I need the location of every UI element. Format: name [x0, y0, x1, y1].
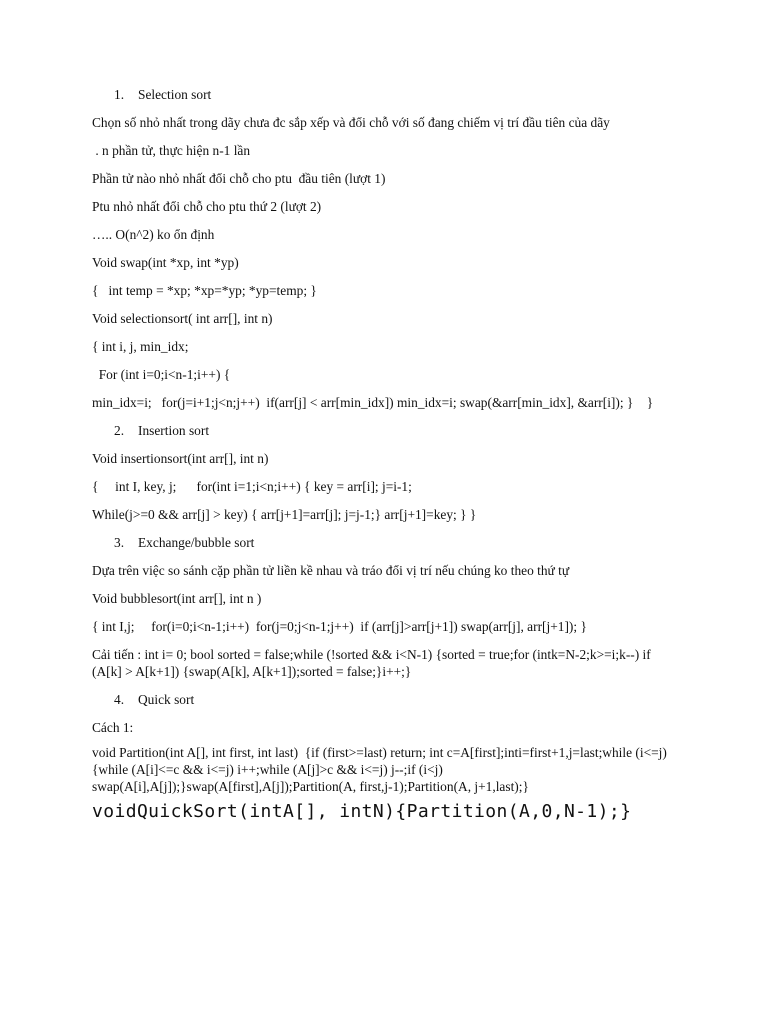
- code-insertionsort-while: While(j>=0 && arr[j] > key) { arr[j+1]=arr[j]; j=j-1;} arr[j+1]=key; } }: [92, 507, 477, 522]
- code-selectionsort-loop: For (int i=0;i<n-1;i++) {: [92, 367, 231, 382]
- code-selectionsort-signature: Void selectionsort( int arr[], int n): [92, 311, 273, 326]
- code-bubblesort-signature: Void bubblesort(int arr[], int n ): [92, 591, 262, 606]
- code-selectionsort-vars: { int i, j, min_idx;: [92, 339, 189, 354]
- paragraph-bubble-description: Dựa trên việc so sánh cặp phần tử liền kề nhau và tráo đổi vị trí nếu chúng ko theo thứ tự: [92, 563, 570, 578]
- code-insertionsort-loop: { int I, key, j; for(int i=1;i<n;i++) { key = arr[i]; j=i-1;: [92, 479, 412, 494]
- paragraph-method-1: Cách 1:: [92, 720, 134, 735]
- code-insertionsort-signature: Void insertionsort(int arr[], int n): [92, 451, 269, 466]
- section-heading-insertion-sort: [92, 422, 672, 439]
- code-bubblesort-body: { int I,j; for(i=0;i<n-1;i++) for(j=0;j<n-1;j++) if (arr[j]>arr[j+1]) swap(arr[j], arr[j+1]); }: [92, 619, 587, 634]
- section-number: 3.: [114, 535, 125, 550]
- section-heading-quick-sort: [92, 691, 672, 708]
- code-swap-signature: Void swap(int *xp, int *yp): [92, 255, 239, 270]
- code-bubblesort-improved: Cải tiến : int i= 0; bool sorted = false;while (!sorted && i<N-1) {sorted = true;for (intk=N-2;k>=i;k--) if (A[k] > A[k+1]) {swap(A[k], A[k+1]);sorted = false;}i++;}: [92, 647, 655, 679]
- section-number: 1.: [114, 87, 125, 102]
- document-page: [92, 86, 672, 834]
- paragraph-pass-2: Ptu nhỏ nhất đổi chỗ cho ptu thứ 2 (lượt 2): [92, 199, 322, 214]
- section-title: Quick sort: [138, 692, 195, 707]
- section-number: 2.: [114, 423, 125, 438]
- code-quicksort: voidQuickSort(intA[], intN){Partition(A,0,N-1);}: [92, 801, 632, 822]
- section-title: Selection sort: [138, 87, 212, 102]
- section-title: Insertion sort: [138, 423, 210, 438]
- section-heading-bubble-sort: [92, 534, 672, 551]
- paragraph-complexity: ….. O(n^2) ko ổn định: [92, 227, 215, 242]
- code-partition: void Partition(int A[], int first, int last) {if (first>=last) return; int c=A[first];inti=first+1,j=last;while (i<=j){while (A[i]<=c && i<=j) i++;while (A[j]>c && i<=j) j--;if (i<j) swap(A[i],A[j]);}swap(A[first],A[j]);Partition(A, first,j-1);Partition(A, j+1,last);}: [92, 745, 667, 794]
- paragraph-pass-1: Phần tử nào nhỏ nhất đổi chỗ cho ptu đầu tiên (lượt 1): [92, 171, 386, 186]
- section-title: Exchange/bubble sort: [138, 535, 255, 550]
- section-number: 4.: [114, 692, 125, 707]
- paragraph-n-elements: . n phần tử, thực hiện n-1 lần: [92, 143, 251, 158]
- section-heading-selection-sort: [92, 86, 672, 103]
- code-swap-body: { int temp = *xp; *xp=*yp; *yp=temp; }: [92, 283, 317, 298]
- code-selectionsort-body: min_idx=i; for(j=i+1;j<n;j++) if(arr[j] < arr[min_idx]) min_idx=i; swap(&arr[min_idx], &arr[i]); } }: [92, 395, 654, 410]
- paragraph-selection-description: Chọn số nhỏ nhất trong dãy chưa đc sắp xếp và đổi chỗ với số đang chiếm vị trí đầu tiên của dãy: [92, 115, 610, 130]
